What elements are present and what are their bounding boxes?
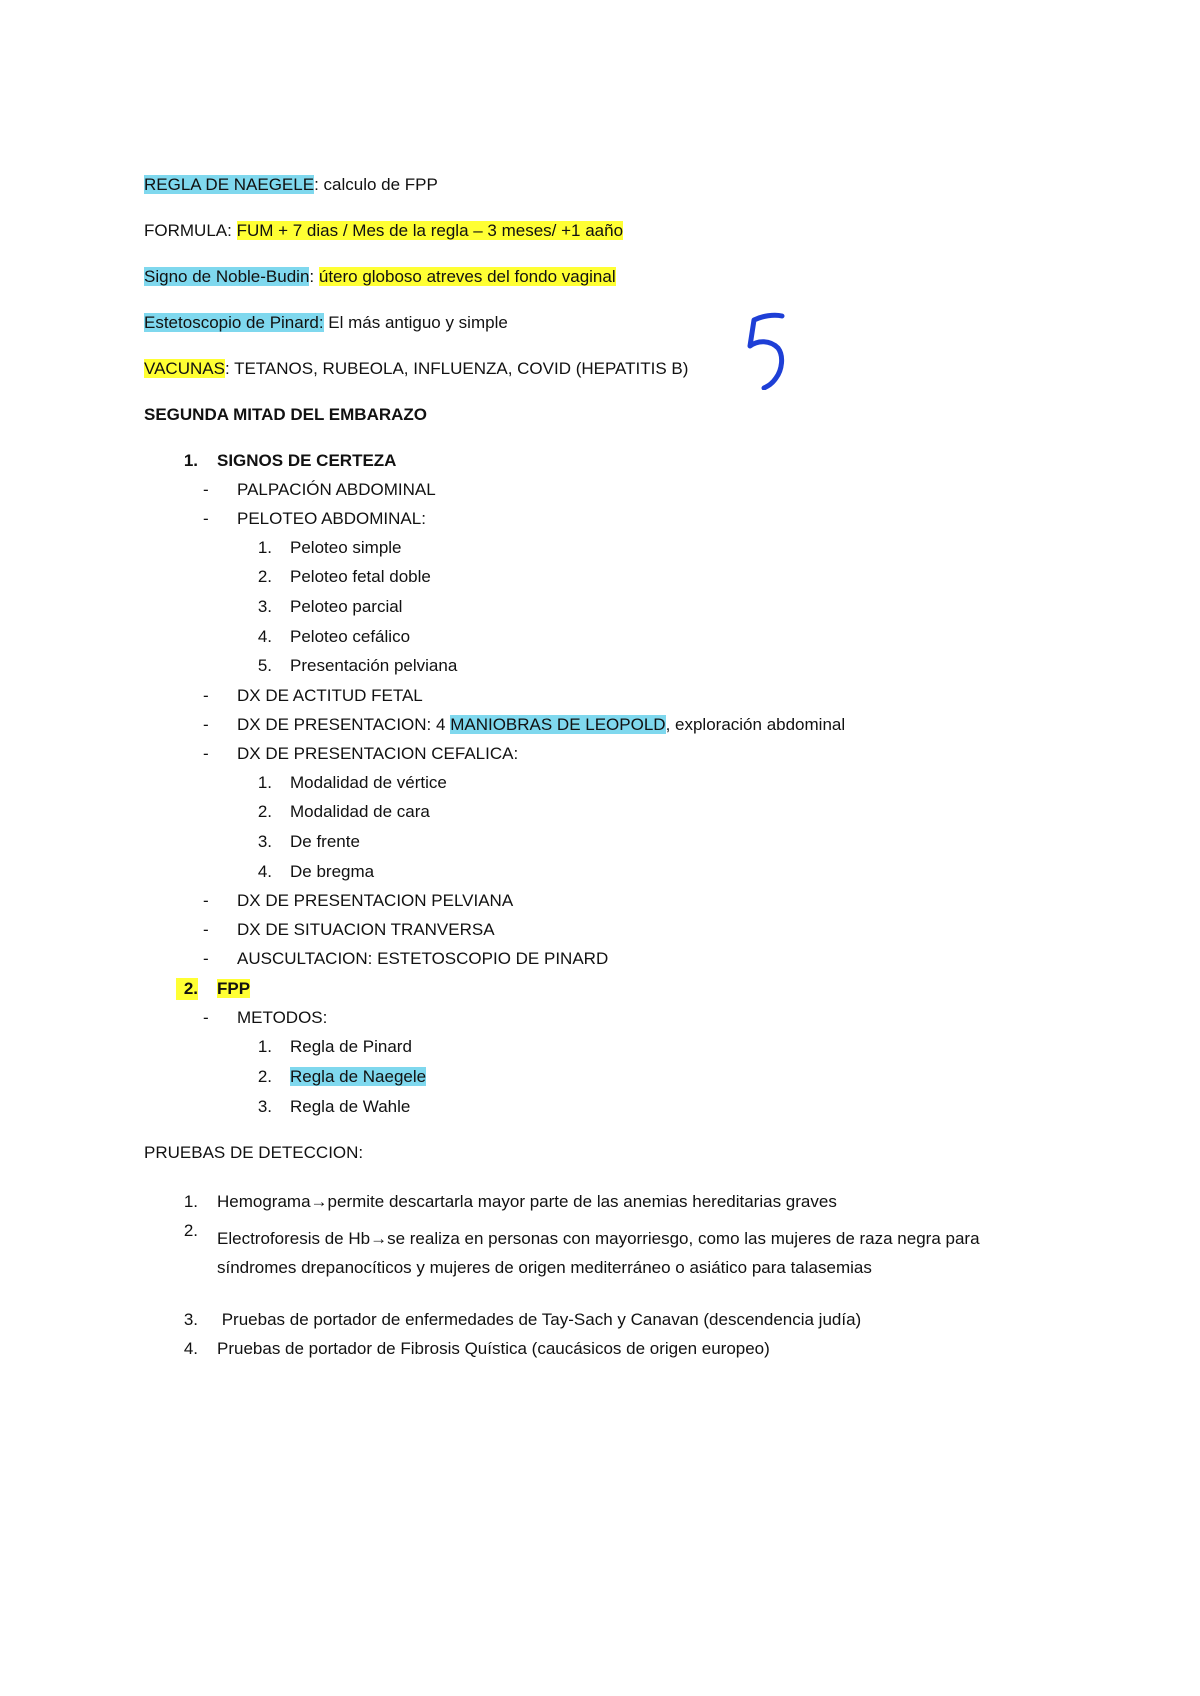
list-number: 3. [183,1310,198,1329]
formula-label: FORMULA: [144,221,237,240]
dx-situacion-tranversa: DX DE SITUACION TRANVERSA [237,920,495,939]
item2-title: FPP [217,979,251,998]
vacunas-label: VACUNAS [144,359,225,378]
metodos: METODOS: [237,1008,328,1027]
bullet-dash: - [203,744,209,763]
auscultacion: AUSCULTACION: ESTETOSCOPIO DE PINARD [237,949,609,968]
noble-budin-line [144,266,616,288]
prueba-item: Electroforesis de Hb→se realiza en personas con mayorriesgo, como las mujeres de raza negra para síndromes drepanocíticos y mujeres de origen mediterráneo o asiático para talasemias [217,1229,980,1277]
bullet-dash: - [203,949,209,968]
bullet-dash: - [203,715,209,734]
list-number: 4. [183,1339,198,1358]
pinard-label: Estetoscopio de Pinard: [144,313,324,332]
list-number: 2. [257,802,272,821]
bullet-dash: - [203,480,209,499]
bullet-dash: - [203,509,209,528]
maniobras-leopold: MANIOBRAS DE LEOPOLD [450,715,666,734]
item2-title-line [217,978,250,1000]
list-number: 3. [257,1097,272,1116]
noble-budin-sep: : [309,267,319,286]
dx-presentacion-cefalica: DX DE PRESENTACION CEFALICA: [237,744,519,763]
dx-actitud-fetal: DX DE ACTITUD FETAL [237,686,423,705]
list-number: 5. [257,656,272,675]
dx-presentacion-pelviana: DX DE PRESENTACION PELVIANA [237,891,514,910]
cefalica-item: De bregma [290,862,375,881]
bullet-dash: - [203,891,209,910]
palpacion-abdominal: PALPACIÓN ABDOMINAL [237,480,436,499]
bullet-dash: - [203,686,209,705]
pinard-rest: El más antiguo y simple [323,313,508,332]
dx-presentacion-line [237,714,845,736]
naegele-label: REGLA DE NAEGELE [144,175,315,194]
item1-number: 1. [183,451,198,470]
cefalica-item: De frente [290,832,360,851]
formula-line [144,220,623,242]
bullet-dash: - [203,1008,209,1027]
list-number: 2. [257,567,272,586]
list-number: 3. [257,597,272,616]
prueba-item: Pruebas de portador de enfermedades de Tay-Sach y Canavan (descendencia judía) [217,1310,862,1329]
vacunas-line [144,358,688,380]
formula-value: FUM + 7 dias / Mes de la regla – 3 meses/ +1 aaño [236,221,624,240]
list-number: 1. [257,538,272,557]
naegele-line [144,174,438,196]
list-number: 4. [257,862,272,881]
peloteo-abdominal: PELOTEO ABDOMINAL: [237,509,426,528]
peloteo-item: Peloteo cefálico [290,627,411,646]
peloteo-item: Peloteo simple [290,538,402,557]
metodo-item: Regla de Pinard [290,1037,412,1056]
metodo-item-highlighted [290,1066,426,1088]
item2-number: 2. [176,978,198,1000]
prueba-item: Pruebas de portador de Fibrosis Quística (caucásicos de origen europeo) [217,1339,770,1358]
list-number: 1. [257,773,272,792]
dx-presentacion-pre: DX DE PRESENTACION: 4 [237,715,451,734]
vacunas-rest: : TETANOS, RUBEOLA, INFLUENZA, COVID (HEPATITIS B) [224,359,689,378]
list-number: 2. [257,1067,272,1086]
metodo-item: Regla de Wahle [290,1097,411,1116]
noble-budin-value: útero globoso atreves del fondo vaginal [318,267,616,286]
regla-naegele-highlight: Regla de Naegele [290,1067,427,1086]
section-title-segunda-mitad: SEGUNDA MITAD DEL EMBARAZO [144,405,428,424]
peloteo-item: Peloteo fetal doble [290,567,431,586]
list-number: 1. [183,1192,198,1211]
list-number: 1. [257,1037,272,1056]
pruebas-title: PRUEBAS DE DETECCION: [144,1143,364,1162]
item1-title: SIGNOS DE CERTEZA [217,451,397,470]
cefalica-item: Modalidad de cara [290,802,430,821]
list-number: 4. [257,627,272,646]
list-number: 2. [183,1221,198,1240]
noble-budin-label: Signo de Noble-Budin [144,267,310,286]
naegele-rest: : calculo de FPP [314,175,438,194]
peloteo-item: Presentación pelviana [290,656,458,675]
pinard-line [144,312,508,334]
prueba-item: Hemograma→permite descartarla mayor parte de las anemias hereditarias graves [217,1192,837,1211]
cefalica-item: Modalidad de vértice [290,773,447,792]
bullet-dash: - [203,920,209,939]
dx-presentacion-post: , exploración abdominal [665,715,846,734]
handwritten-five-mark [740,310,800,390]
list-number: 3. [257,832,272,851]
peloteo-item: Peloteo parcial [290,597,403,616]
